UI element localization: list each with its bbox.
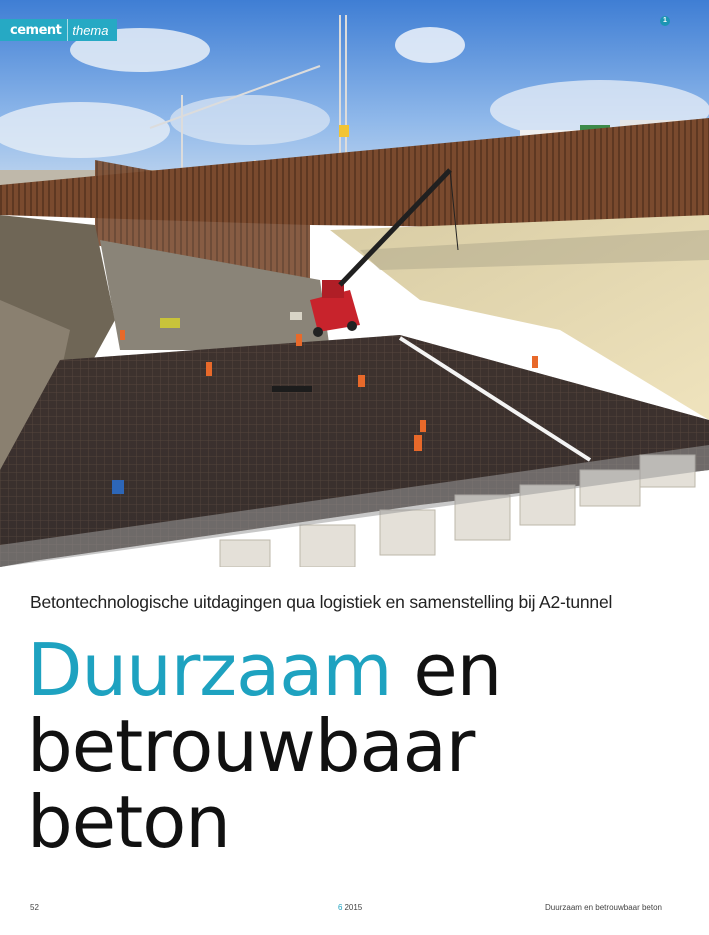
magazine-brand-bar xyxy=(0,19,117,41)
section-label: thema xyxy=(67,19,116,41)
title-accent-word: Duurzaam xyxy=(27,628,392,712)
issue-year: 2015 xyxy=(344,903,363,912)
article-subtitle: Betontechnologische uitdagingen qua logistiek en samenstelling bij A2-tunnel xyxy=(30,592,613,612)
running-title: Duurzaam en betrouwbaar beton xyxy=(545,903,662,912)
page-number: 52 xyxy=(30,903,39,912)
page-footer xyxy=(0,900,709,920)
title-line3: beton xyxy=(27,780,230,864)
issue-number: 6 xyxy=(338,903,343,912)
photo-number-badge: 1 xyxy=(660,16,670,26)
magazine-logo: cement xyxy=(0,19,67,41)
title-line1-rest: en xyxy=(391,628,502,712)
issue-info xyxy=(338,903,362,912)
article-title xyxy=(27,628,687,864)
title-line2: betrouwbaar xyxy=(27,704,475,788)
